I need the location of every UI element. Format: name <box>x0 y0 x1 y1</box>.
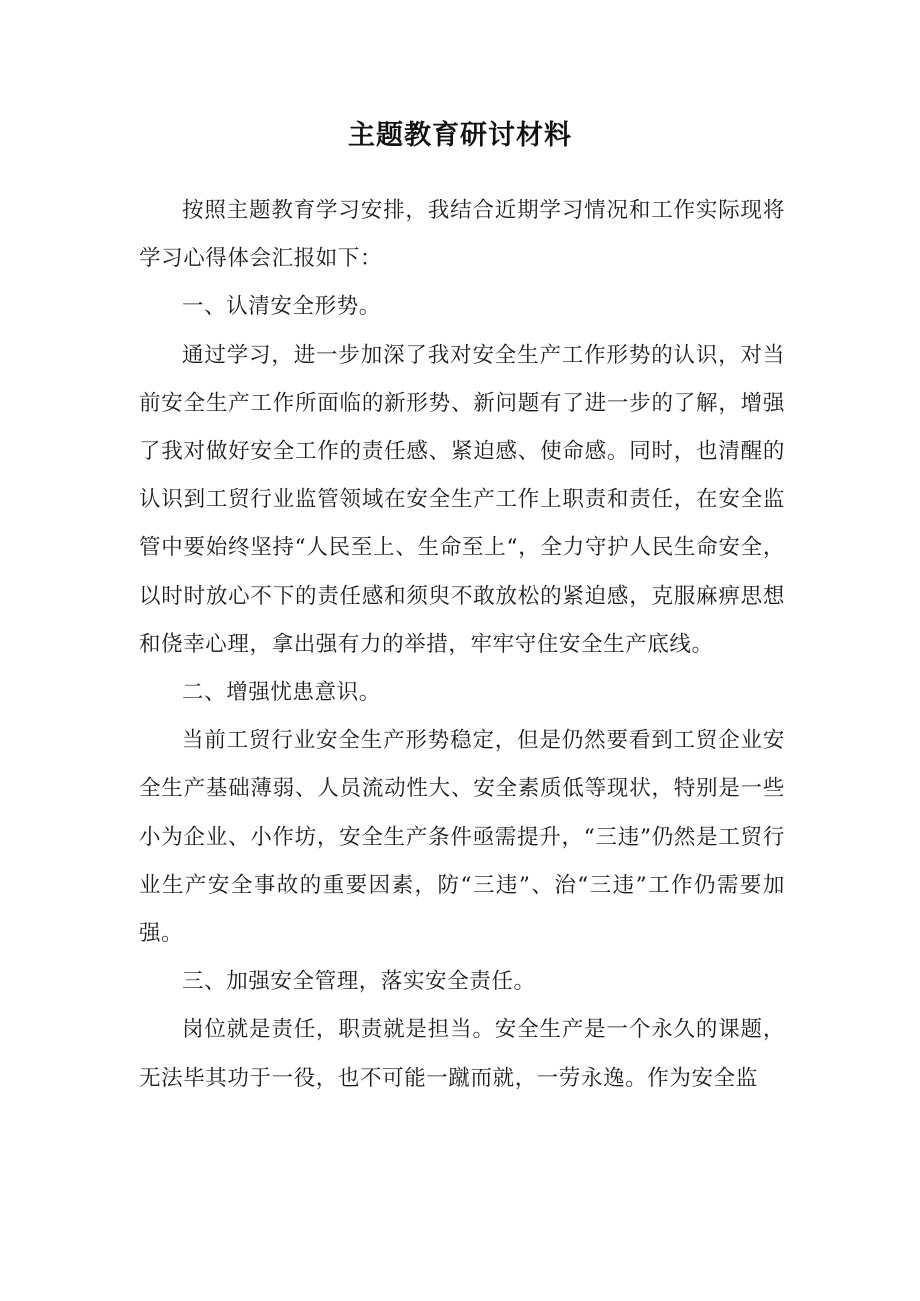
section-heading-2: 二、增强忧患意识。 <box>182 680 381 706</box>
document-title: 主题教育研讨材料 <box>348 120 572 151</box>
paragraph-section-1: 通过学习，进一步加深了我对安全生产工作形势的认识，对当前安全生产工作所面临的新形势、新问题有了进一步的了解，增强了我对做好安全工作的责任感、紧迫感、使命感。同时，也清醒的认识到工贸行业监管领域在安全生产工作上职责和责任，在安全监管中要始终坚持“人民至上、生命至上“，全力守护人民生命安全，以时时放心不下的责任感和须臾不敢放松的紧迫感，克服麻痹思想和侥幸心理，拿出强有力的举措，牢牢守住安全生产底线。 <box>139 342 785 657</box>
section-heading-1: 一、认清安全形势。 <box>182 294 381 320</box>
paragraph-intro: 按照主题教育学习安排，我结合近期学习情况和工作实际现将学习心得体会汇报如下： <box>139 198 785 272</box>
section-heading-3: 三、加强安全管理，落实安全责任。 <box>182 969 536 995</box>
document-body <box>139 187 785 1103</box>
paragraph-section-2: 当前工贸行业安全生产形势稳定，但是仍然要看到工贸企业安全生产基础薄弱、人员流动性大、安全素质低等现状，特别是一些小为企业、小作坊，安全生产条件亟需提升，“三违”仍然是工贸行业生产安全事故的重要因素，防“三违”、治“三违”工作仍需要加强。 <box>139 728 785 947</box>
paragraph-section-3: 岗位就是责任，职责就是担当。安全生产是一个永久的课题，无法毕其功于一役，也不可能一蹴而就，一劳永逸。作为安全监 <box>139 1017 785 1091</box>
